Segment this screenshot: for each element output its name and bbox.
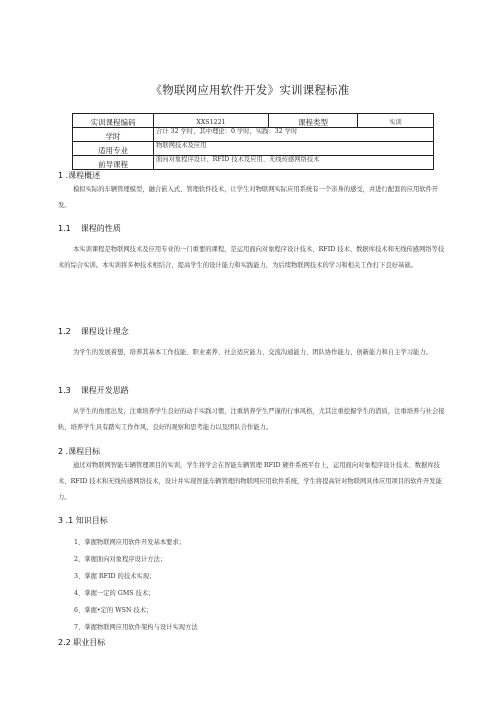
list-item: 4、掌握一定的 GMS 技术；: [74, 590, 155, 597]
list-item: 2、掌握面向对象程序设计方法；: [74, 556, 167, 563]
section-1-3-title: 课程开发思路: [80, 386, 129, 395]
course-code-label: 实训课程编码: [73, 114, 154, 128]
section-1-1-text: 本实训课程是物联网技术及应用专业的一门重要的课程，是运用面向对象程序设计技术、RFID 技术、数据库技术和无线传感网络等技术的综合实训。本实训将多种技术相结合，提高学生的设计能力和实践能力，为后续物联网技术的学习和相关工作打下良好基础。: [58, 246, 445, 269]
course-code-value: XXS1221: [154, 114, 269, 128]
hours-label: 学时: [73, 128, 154, 142]
hours-value: 合计 32 学时，其中理论：0 学时，实践：32 学时: [154, 128, 434, 142]
prereq-value: 面向对象程序设计、RFID 技术及应用、无线传感网络技术: [154, 156, 434, 170]
course-type-label: 课程类型: [269, 114, 358, 128]
major-value: 物联网技术及应用: [154, 142, 434, 156]
list-item: 6、掌握•定的 WSN 技术；: [74, 607, 153, 614]
major-label: 适用专业: [73, 142, 154, 156]
section-1-2-text: 为学生的发展着想，培养其基本工作技能、职业素养、社会适应能力、交流沟通能力、团队协作能力、创新能力和自主学习能力。: [73, 349, 432, 356]
section-1-2-number: 1.2: [58, 327, 71, 336]
section-1-text: 模拟实际的车辆管理模型，融合嵌入式、管理软件技术，让学生对物联网实际应用系统有一个亲身的感受，并进行配套的应用软件开发。: [58, 186, 439, 209]
section-1-heading: 1 .课程概述: [58, 171, 101, 180]
section-1-1-number: 1.1: [58, 224, 71, 233]
list-item: 1、掌握物联网应用软件开发基本要求；: [74, 539, 186, 546]
section-1-3-heading: [58, 385, 129, 396]
section-1-1-title: 课程的性质: [80, 224, 121, 233]
document-title: 《物联网应用软件开发》实训课程标准: [150, 83, 350, 97]
section-2-2-heading: 2.2 职业目标: [58, 638, 106, 647]
section-1-3-number: 1.3: [58, 386, 71, 395]
section-1-3-text: 从学生的角度出发，注重培养学生良好的动手实践习惯，注重培养学生严谨的行事风格，尤其注重挖掘学生的潜质，注重培养与社会接轨，培养学生具有踏实工作作风，良好的观察和思考能力以及团队合作能力。: [58, 408, 445, 431]
section-2-text: 通过对物联网智能车辆管理项目的实训，学生将学会在智能车辆管理 RFID 硬件系统平台上，运用面向对象程序设计技术、数据库技术、RFID 技术和无线传感网络技术，设计并实现智能车辆管理的物联网应用软件系统，学生将提高针对物联网具体应用项目的软件开发能力。: [58, 462, 442, 501]
list-item: 7、掌握物联网应用软件架构与设计实现方法: [74, 624, 198, 631]
knowledge-goals-list: [74, 534, 198, 636]
course-info-table: [72, 113, 434, 170]
prereq-label: 前导课程: [73, 156, 154, 170]
course-type-value: 实训: [358, 114, 434, 128]
section-2-heading: 2 .课程目标: [58, 447, 101, 456]
section-3-1-heading: 3 .1 知识目标: [58, 516, 108, 525]
section-1-2-heading: [58, 326, 129, 337]
section-1-1-heading: [58, 223, 121, 234]
section-1-2-title: 课程设计理念: [80, 327, 129, 336]
list-item: 3、掌握 RFID 的技术实现；: [74, 573, 156, 580]
